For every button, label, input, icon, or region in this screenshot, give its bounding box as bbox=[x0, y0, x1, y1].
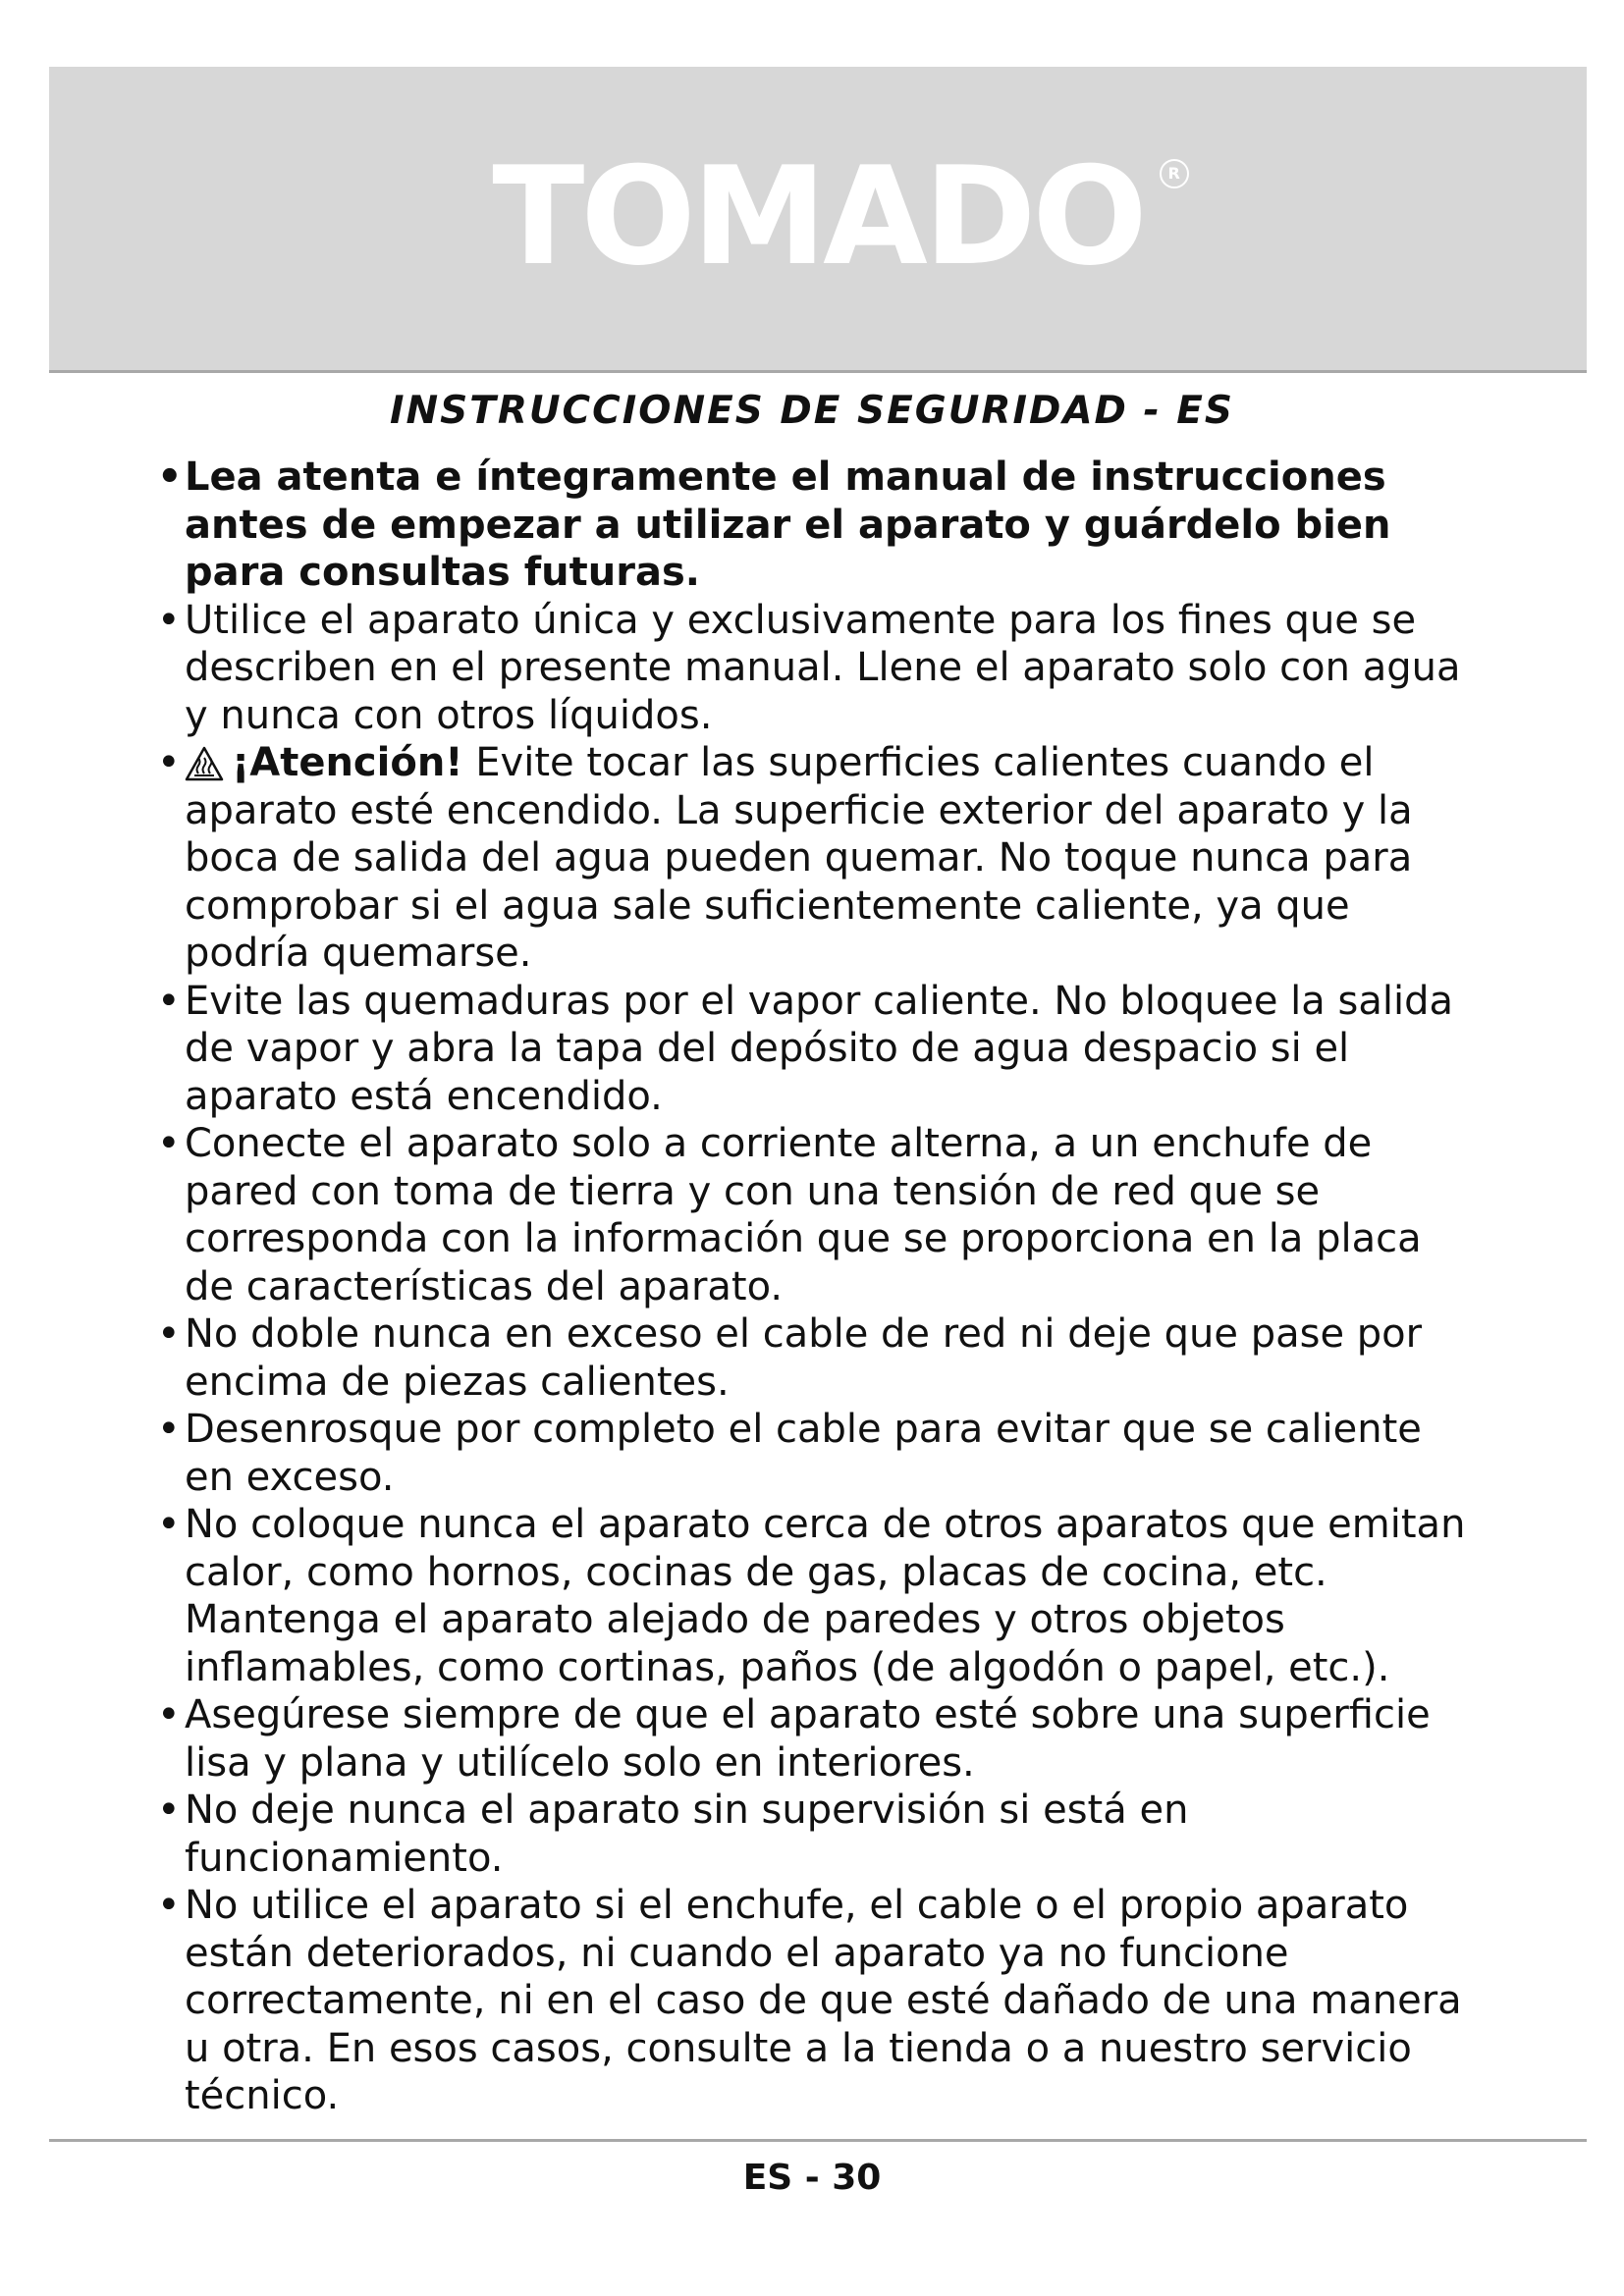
list-item: • ¡Atención! Evite tocar las superficies calientes cuando el aparato esté encendido. La superficie exterior del aparato y la boca de salida del agua pueden quemar. No toque nunca para comprobar si el agua sale suficientemente caliente, ya que podría quemarse. bbox=[157, 739, 1473, 978]
logo-wrap bbox=[49, 137, 1587, 295]
list-item: • Lea atenta e íntegramente el manual de instrucciones antes de empezar a utilizar el aparato y guárdelo bien para consultas futuras. bbox=[157, 454, 1473, 597]
brand-logo bbox=[492, 137, 1180, 295]
registered-mark-icon: R bbox=[1160, 159, 1189, 188]
list-item: • No doble nunca en exceso el cable de red ni deje que pase por encima de piezas calientes. bbox=[157, 1310, 1473, 1406]
header-band bbox=[49, 67, 1587, 373]
safety-instructions-list bbox=[157, 454, 1473, 2120]
section-title: INSTRUCCIONES DE SEGURIDAD - ES bbox=[390, 389, 1234, 433]
list-item: • Utilice el aparato única y exclusivamente para los fines que se describen en el presente manual. Llene el aparato solo con agua y nunca con otros líquidos. bbox=[157, 597, 1473, 740]
list-item: • No coloque nunca el aparato cerca de otros aparatos que emitan calor, como hornos, cocinas de gas, placas de cocina, etc. Mantenga el aparato alejado de paredes y otros objetos inflamables, como cortinas, paños (de algodón o papel, etc.). bbox=[157, 1501, 1473, 1691]
hot-surface-warning-icon bbox=[185, 746, 224, 781]
list-item: • Evite las quemaduras por el vapor caliente. No bloquee la salida de vapor y abra la tapa del depósito de agua despacio si el aparato está encendido. bbox=[157, 978, 1473, 1121]
page-number: ES - 30 bbox=[742, 2158, 882, 2198]
footer-divider bbox=[49, 2139, 1587, 2142]
brand-name: TOMADO bbox=[492, 137, 1144, 295]
list-item: • No deje nunca el aparato sin supervisión si está en funcionamiento. bbox=[157, 1787, 1473, 1882]
attention-label: ¡Atención! bbox=[232, 740, 463, 785]
list-item: • Desenrosque por completo el cable para evitar que se caliente en exceso. bbox=[157, 1406, 1473, 1501]
list-item: • Conecte el aparato solo a corriente alterna, a un enchufe de pared con toma de tierra y con una tensión de red que se corresponda con la información que se proporciona en la placa de características del aparato. bbox=[157, 1120, 1473, 1310]
list-item: • Asegúrese siempre de que el aparato esté sobre una superficie lisa y plana y utilícelo solo en interiores. bbox=[157, 1691, 1473, 1787]
list-item: • No utilice el aparato si el enchufe, el cable o el propio aparato están deteriorados, ni cuando el aparato ya no funcione correctamente, ni en el caso de que esté dañado de una manera u otra. En esos casos, consulte a la tienda o a nuestro servicio técnico. bbox=[157, 1882, 1473, 2120]
